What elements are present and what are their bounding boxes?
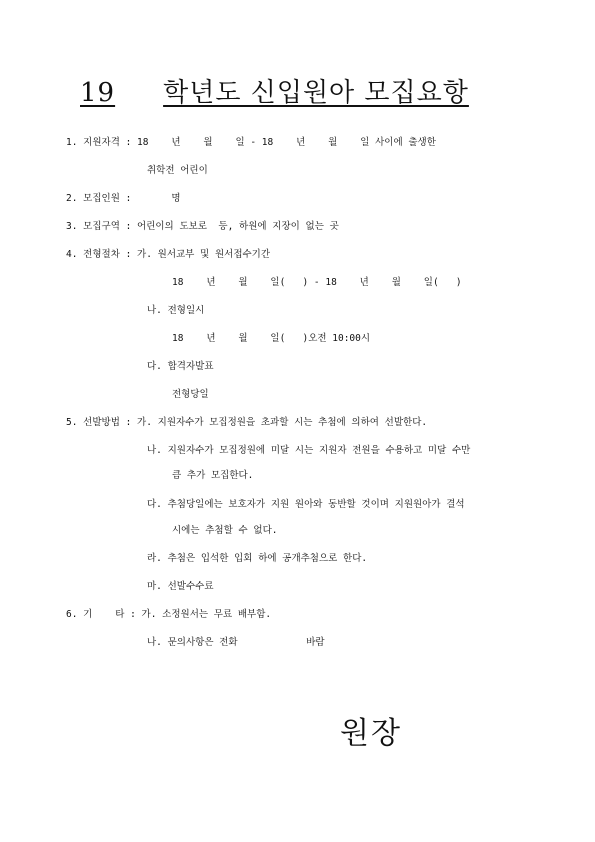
item-4-c: 다. 합격자발표 — [147, 361, 214, 372]
item-5-c: 다. 추첨당일에는 보호자가 지원 원아와 동반할 것이며 지원원아가 결석 — [147, 499, 465, 510]
item-4-c-date: 전형당일 — [172, 389, 209, 400]
director-signature: 원장 — [340, 716, 402, 751]
title-text: 학년도 신입원아 모집요항 — [163, 78, 469, 108]
item-6-b: 나. 문의사항은 전화 바람 — [147, 637, 325, 648]
item-1-eligibility: 1. 지원자격 : 18 년 월 일 - 18 년 월 일 사이에 출생한 — [66, 137, 436, 148]
item-4-period: 18 년 월 일( ) - 18 년 월 일( ) — [172, 277, 462, 288]
item-5-e: 마. 선발수수료 — [147, 581, 214, 592]
item-6-other: 6. 기 타 : 가. 소정원서는 무료 배부함. — [66, 609, 272, 620]
item-4-b-date: 18 년 월 일( )오전 10:00시 — [172, 333, 371, 344]
item-2-quota: 2. 모집인원 : 명 — [66, 193, 181, 204]
page-title — [80, 72, 520, 109]
item-4-procedure: 4. 전형절차 : 가. 원서교부 및 원서접수기간 — [66, 249, 271, 260]
item-5-b: 나. 지원자수가 모집정원에 미달 시는 지원자 전원을 수용하고 미달 수만 — [147, 445, 471, 456]
item-5-c-cont: 시에는 추첨할 수 없다. — [172, 525, 278, 536]
item-1-eligibility-cont: 취학전 어린이 — [147, 165, 208, 176]
item-5-d: 라. 추첨은 입석한 입회 하에 공개추첨으로 한다. — [147, 553, 368, 564]
title-year: 19 — [80, 78, 116, 108]
item-5-selection: 5. 선발방법 : 가. 지원자수가 모집정원을 초과할 시는 추첨에 의하여 선발한다. — [66, 417, 428, 428]
item-3-area: 3. 모집구역 : 어린이의 도보로 등, 하원에 지장이 없는 곳 — [66, 221, 339, 232]
item-4-b: 나. 전형일시 — [147, 305, 205, 316]
item-5-b-cont: 큼 추가 모집한다. — [172, 470, 254, 481]
